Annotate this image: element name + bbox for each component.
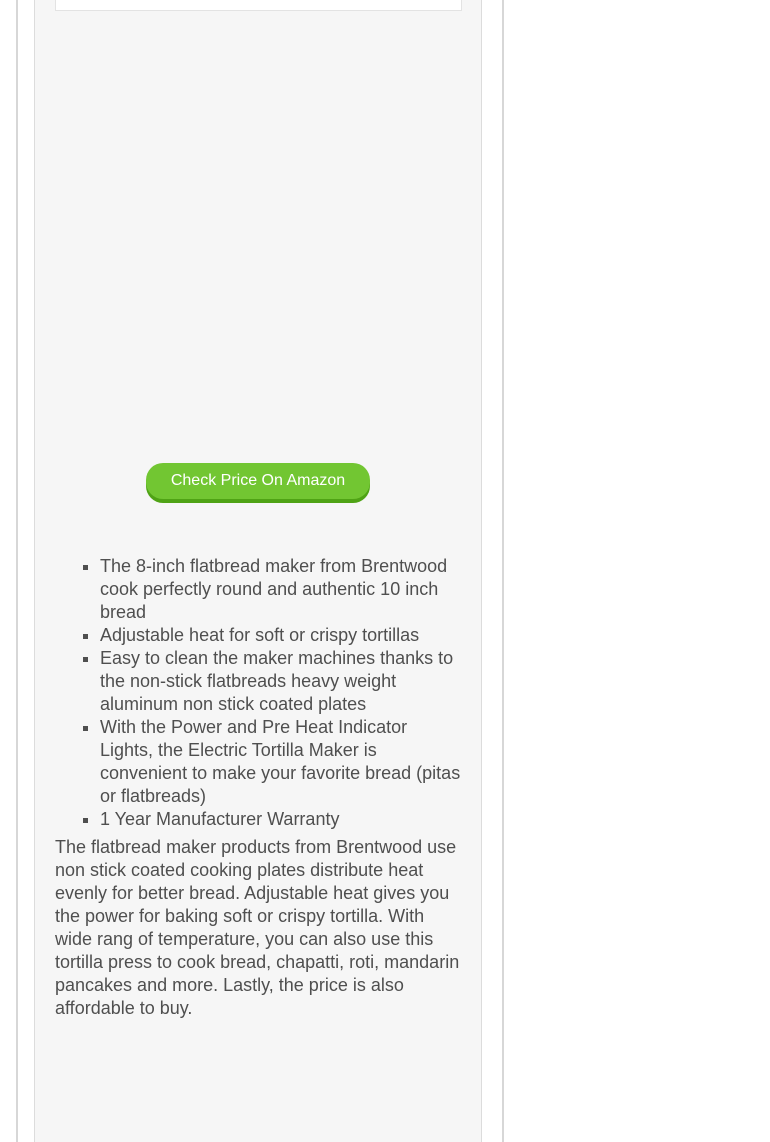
feature-item: ▪ Easy to clean the maker machines thanks to the non-stick flatbreads heavy weight aluminum non stick coated plates — [100, 647, 465, 716]
top-content-box — [55, 0, 462, 11]
feature-item: ▪ 1 Year Manufacturer Warranty — [100, 808, 465, 831]
product-image-area — [55, 28, 460, 438]
feature-list — [55, 555, 465, 831]
check-price-button[interactable]: Check Price On Amazon — [146, 463, 370, 499]
check-price-button-wrapper[interactable] — [146, 463, 370, 505]
product-description: The flatbread maker products from Brentwood use non stick coated cooking plates distribute heat evenly for better bread. Adjustable heat gives you the power for baking soft or crispy tortilla. With wide rang of temperature, you can also use this tortilla press to cook bread, chapatti, roti, mandarin pancakes and more. Lastly, the price is also affordable to buy. — [55, 837, 460, 1018]
feature-item: ▪ The 8-inch flatbread maker from Brentwood cook perfectly round and authentic 10 inch bread — [100, 555, 465, 624]
feature-item: ▪ With the Power and Pre Heat Indicator Lights, the Electric Tortilla Maker is convenient to make your favorite bread (pitas or flatbreads) — [100, 716, 465, 808]
feature-item: ▪ Adjustable heat for soft or crispy tortillas — [100, 624, 465, 647]
